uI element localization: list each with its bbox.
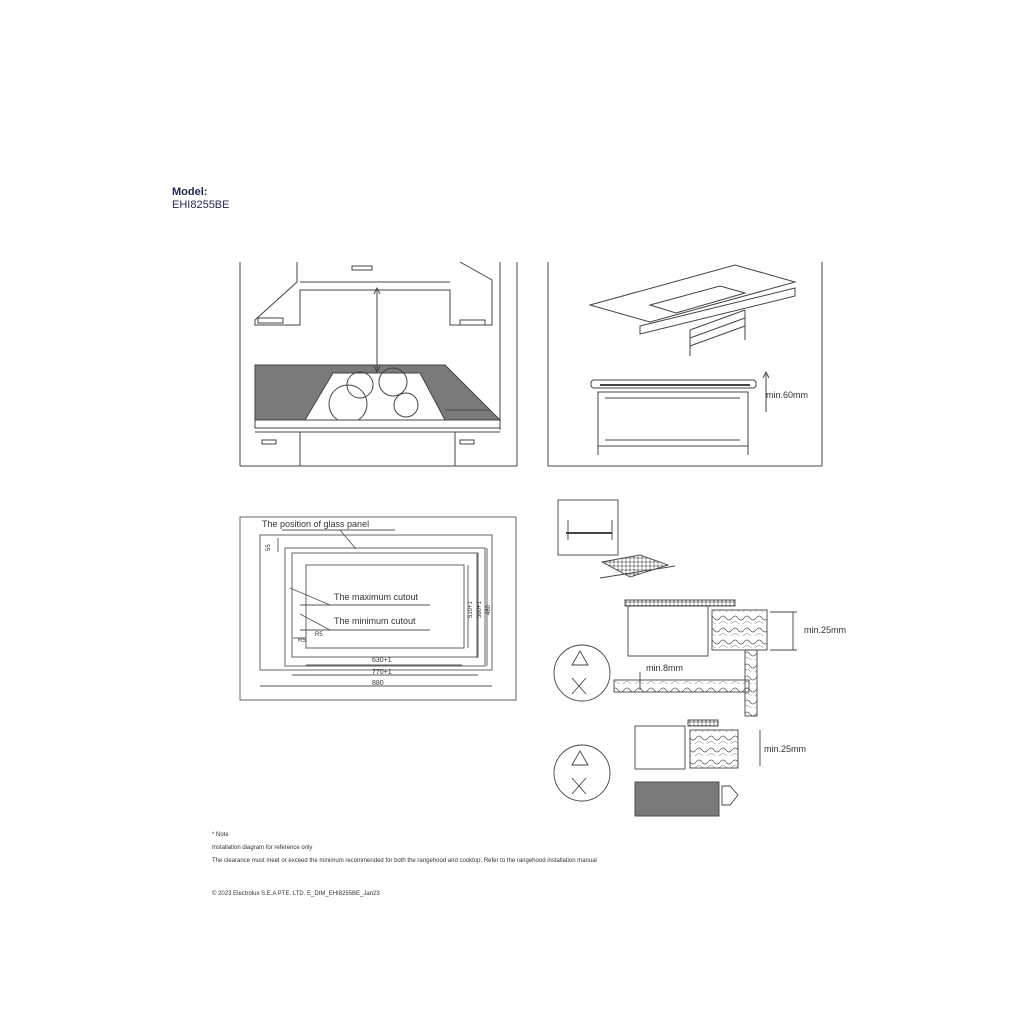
copyright-text: © 2023 Electrolux S.E.A PTE. LTD. E_DIM_EHI8255BE_Jan23 [212, 891, 380, 897]
dim-880: 880 [372, 680, 384, 687]
dim-510: 510+1 [468, 601, 474, 618]
dim-560: 560+1 [477, 601, 483, 618]
clearance-8: min.8mm [646, 663, 684, 673]
dim-top: 55 [266, 544, 272, 551]
dim-480: 480 [486, 604, 492, 615]
note-line-1: Installation diagram for reference only [212, 845, 313, 851]
clearance-25-a: min.25mm [804, 625, 847, 635]
clearance-detail-drawing [554, 500, 797, 816]
max-cutout-label: The maximum cutout [334, 592, 419, 602]
glass-panel-label: The position of glass panel [262, 519, 370, 529]
note-line-2: The clearance must meet or exceed the minimum recommended for both the rangehood and cooktop. Refer to the rangehood installation manual [212, 858, 597, 864]
dim-r5-a: R5 [298, 638, 306, 644]
note-title: * Note [212, 832, 229, 838]
cooktop-side-section [548, 262, 822, 466]
clearance-25-b: min.25mm [764, 744, 807, 754]
kitchen-perspective-view [240, 262, 517, 466]
clearance-top-label: min.60mm [766, 390, 809, 400]
model-number: EHI8255BE [172, 199, 230, 211]
dim-630: 630+1 [372, 657, 392, 664]
dim-770: 770+1 [372, 669, 392, 676]
dim-r5-b: R5 [315, 632, 323, 638]
model-label: Model: [172, 186, 208, 198]
min-cutout-label: The minimum cutout [334, 616, 416, 626]
